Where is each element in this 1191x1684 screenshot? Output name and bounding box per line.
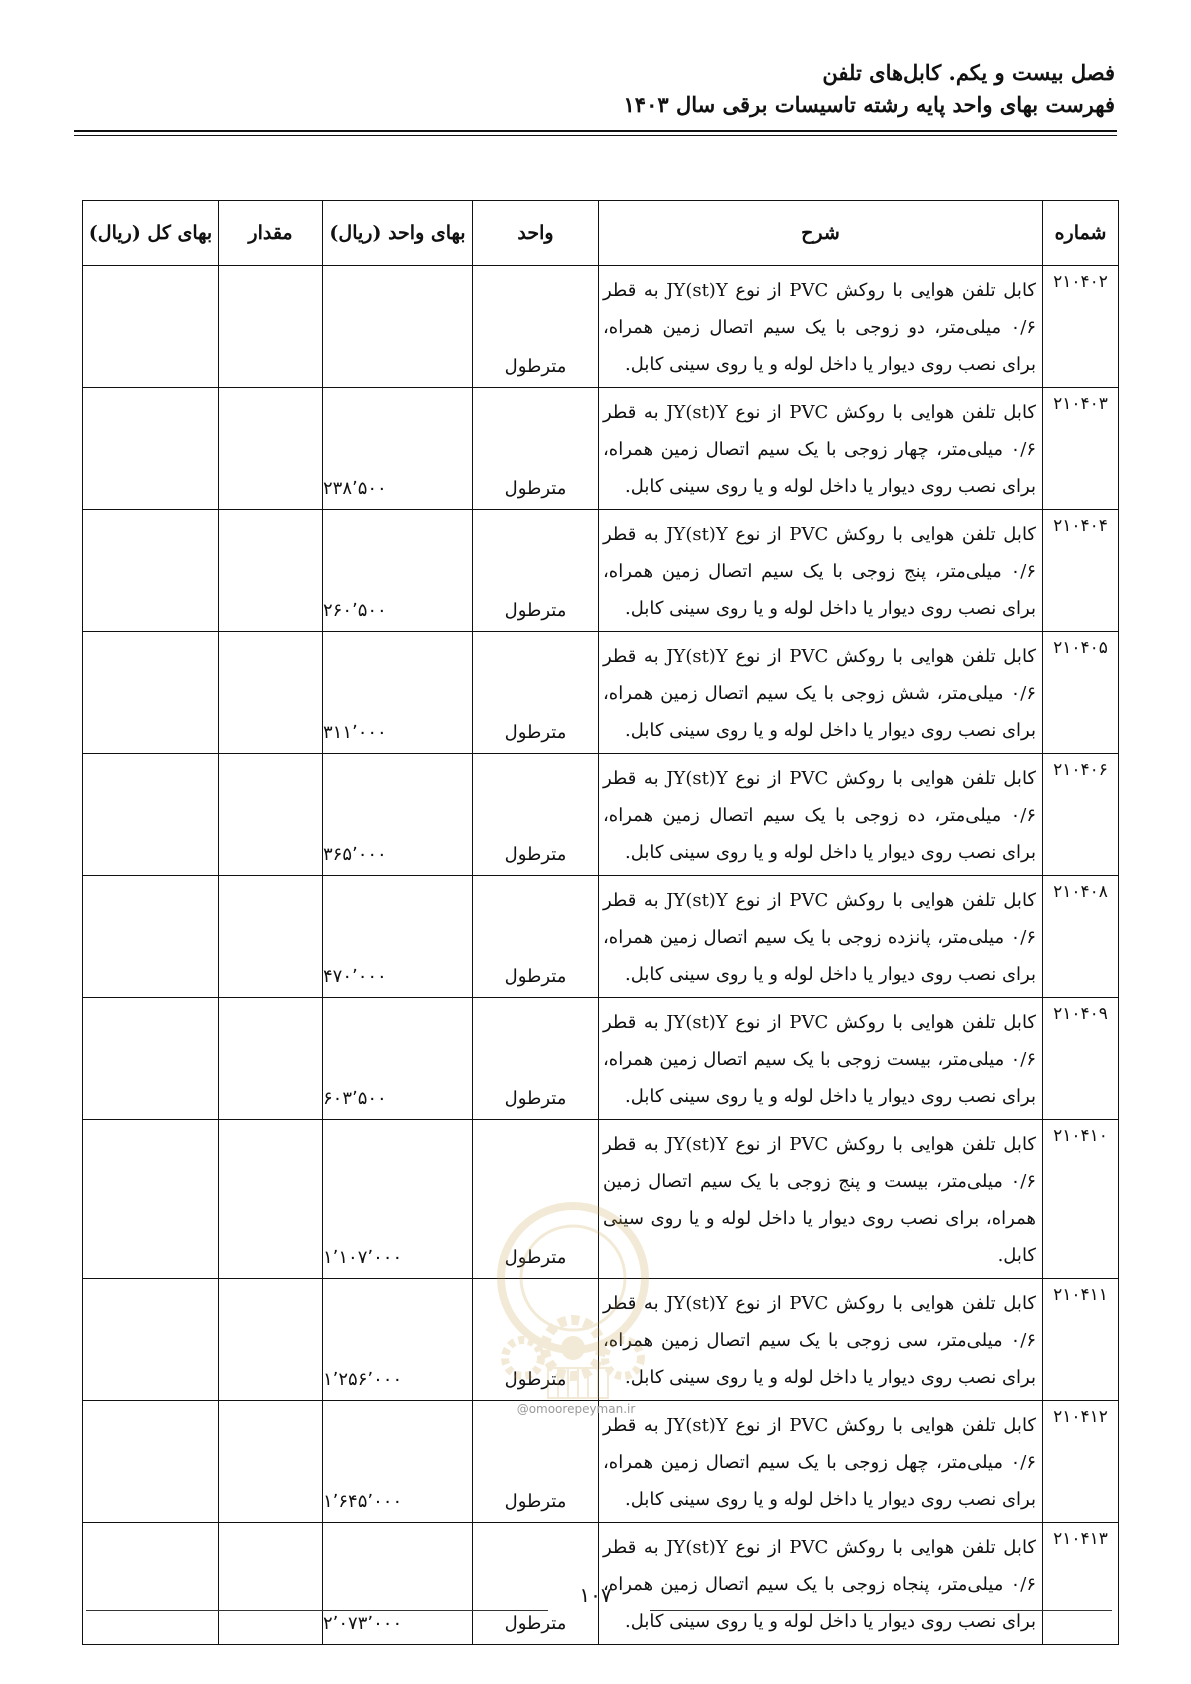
header-number: شماره xyxy=(1043,201,1119,266)
item-number: ۲۱۰۴۱۲ xyxy=(1043,1401,1119,1523)
item-quantity xyxy=(219,510,323,632)
item-total-price xyxy=(83,510,219,632)
item-quantity xyxy=(219,998,323,1120)
item-quantity xyxy=(219,754,323,876)
item-unit: مترطول xyxy=(473,1279,599,1401)
page-header xyxy=(76,58,1115,120)
item-unit: مترطول xyxy=(473,754,599,876)
header-description: شرح xyxy=(599,201,1043,266)
item-unit: مترطول xyxy=(473,1120,599,1279)
item-quantity xyxy=(219,388,323,510)
table-row xyxy=(83,876,1119,998)
header-unit: واحد xyxy=(473,201,599,266)
page-number: ۱۰۷ xyxy=(579,1583,612,1607)
item-number: ۲۱۰۴۰۲ xyxy=(1043,266,1119,388)
item-description: کابل تلفن هوایی با روکش PVC از نوع JY(st)Y به قطر ۰/۶ میلی‌متر، چهار زوجی با یک سیم اتصال زمین همراه، برای نصب روی دیوار یا داخل لوله و یا روی سینی کابل. xyxy=(599,388,1043,510)
item-description: کابل تلفن هوایی با روکش PVC از نوع JY(st)Y به قطر ۰/۶ میلی‌متر، بیست و پنج زوجی با یک سیم اتصال زمین همراه، برای نصب روی دیوار یا داخل لوله و یا روی سینی کابل. xyxy=(599,1120,1043,1279)
header-quantity: مقدار xyxy=(219,201,323,266)
item-unit-price: ۱٬۶۴۵٬۰۰۰ xyxy=(323,1401,473,1523)
document-subtitle: فهرست بهای واحد پایه رشته تاسیسات برقی سال ۱۴۰۳ xyxy=(623,92,1115,117)
header-unit-price: بهای واحد (ریال) xyxy=(323,201,473,266)
item-total-price xyxy=(83,1401,219,1523)
item-number: ۲۱۰۴۰۶ xyxy=(1043,754,1119,876)
item-unit-price: ۶۰۳٬۵۰۰ xyxy=(323,998,473,1120)
item-total-price xyxy=(83,876,219,998)
item-number: ۲۱۰۴۰۴ xyxy=(1043,510,1119,632)
item-unit-price: ۳۶۵٬۰۰۰ xyxy=(323,754,473,876)
item-quantity xyxy=(219,876,323,998)
item-unit-price: ۱٬۲۵۶٬۰۰۰ xyxy=(323,1279,473,1401)
item-total-price xyxy=(83,266,219,388)
item-total-price xyxy=(83,1279,219,1401)
item-number: ۲۱۰۴۱۳ xyxy=(1043,1523,1119,1645)
item-unit: مترطول xyxy=(473,388,599,510)
item-total-price xyxy=(83,632,219,754)
item-unit-price xyxy=(323,266,473,388)
table-row xyxy=(83,1120,1119,1279)
footer-rule-right xyxy=(650,1610,1112,1611)
item-unit: مترطول xyxy=(473,266,599,388)
table-row xyxy=(83,1279,1119,1401)
item-number: ۲۱۰۴۱۰ xyxy=(1043,1120,1119,1279)
item-total-price xyxy=(83,998,219,1120)
item-unit: مترطول xyxy=(473,876,599,998)
item-unit: مترطول xyxy=(473,1401,599,1523)
table-row xyxy=(83,510,1119,632)
header-rule-thin xyxy=(74,135,1117,136)
item-quantity xyxy=(219,1401,323,1523)
item-unit-price: ۳۱۱٬۰۰۰ xyxy=(323,632,473,754)
item-unit: مترطول xyxy=(473,998,599,1120)
item-description: کابل تلفن هوایی با روکش PVC از نوع JY(st)Y به قطر ۰/۶ میلی‌متر، دو زوجی با یک سیم اتصال زمین همراه، برای نصب روی دیوار یا داخل لوله و یا روی سینی کابل. xyxy=(599,266,1043,388)
item-description: کابل تلفن هوایی با روکش PVC از نوع JY(st)Y به قطر ۰/۶ میلی‌متر، پنجاه زوجی با یک سیم اتصال زمین همراه، برای نصب روی دیوار یا داخل لوله و یا روی سینی کابل. xyxy=(599,1523,1043,1645)
item-quantity xyxy=(219,632,323,754)
item-unit-price: ۱٬۱۰۷٬۰۰۰ xyxy=(323,1120,473,1279)
item-number: ۲۱۰۴۰۸ xyxy=(1043,876,1119,998)
table-row xyxy=(83,632,1119,754)
header-rule-thick xyxy=(74,130,1117,132)
item-number: ۲۱۰۴۰۹ xyxy=(1043,998,1119,1120)
item-unit: مترطول xyxy=(473,1523,599,1645)
item-number: ۲۱۰۴۱۱ xyxy=(1043,1279,1119,1401)
item-number: ۲۱۰۴۰۵ xyxy=(1043,632,1119,754)
item-number: ۲۱۰۴۰۳ xyxy=(1043,388,1119,510)
item-description: کابل تلفن هوایی با روکش PVC از نوع JY(st)Y به قطر ۰/۶ میلی‌متر، پنج زوجی با یک سیم اتصال زمین همراه، برای نصب روی دیوار یا داخل لوله و یا روی سینی کابل. xyxy=(599,510,1043,632)
table-row xyxy=(83,754,1119,876)
item-description: کابل تلفن هوایی با روکش PVC از نوع JY(st)Y به قطر ۰/۶ میلی‌متر، بیست زوجی با یک سیم اتصال زمین همراه، برای نصب روی دیوار یا داخل لوله و یا روی سینی کابل. xyxy=(599,998,1043,1120)
price-list-table xyxy=(82,200,1119,1645)
item-quantity xyxy=(219,1279,323,1401)
item-quantity xyxy=(219,266,323,388)
table-row xyxy=(83,998,1119,1120)
item-description: کابل تلفن هوایی با روکش PVC از نوع JY(st)Y به قطر ۰/۶ میلی‌متر، سی زوجی با یک سیم اتصال زمین همراه، برای نصب روی دیوار یا داخل لوله و یا روی سینی کابل. xyxy=(599,1279,1043,1401)
footer-rule-left xyxy=(86,1610,548,1611)
item-unit-price: ۲۶۰٬۵۰۰ xyxy=(323,510,473,632)
item-unit-price: ۲٬۰۷۳٬۰۰۰ xyxy=(323,1523,473,1645)
table-row xyxy=(83,1401,1119,1523)
item-description: کابل تلفن هوایی با روکش PVC از نوع JY(st)Y به قطر ۰/۶ میلی‌متر، ده زوجی با یک سیم اتصال زمین همراه، برای نصب روی دیوار یا داخل لوله و یا روی سینی کابل. xyxy=(599,754,1043,876)
item-description: کابل تلفن هوایی با روکش PVC از نوع JY(st)Y به قطر ۰/۶ میلی‌متر، چهل زوجی با یک سیم اتصال زمین همراه، برای نصب روی دیوار یا داخل لوله و یا روی سینی کابل. xyxy=(599,1401,1043,1523)
item-unit-price: ۲۳۸٬۵۰۰ xyxy=(323,388,473,510)
item-total-price xyxy=(83,388,219,510)
item-unit: مترطول xyxy=(473,632,599,754)
watermark-text: @omoorepeyman.ir xyxy=(516,1402,636,1416)
item-quantity xyxy=(219,1120,323,1279)
chapter-title: فصل بیست و یکم. کابل‌های تلفن xyxy=(822,60,1115,85)
table-header-row xyxy=(83,201,1119,266)
table-row xyxy=(83,388,1119,510)
table-row xyxy=(83,266,1119,388)
item-description: کابل تلفن هوایی با روکش PVC از نوع JY(st)Y به قطر ۰/۶ میلی‌متر، شش زوجی با یک سیم اتصال زمین همراه، برای نصب روی دیوار یا داخل لوله و یا روی سینی کابل. xyxy=(599,632,1043,754)
item-total-price xyxy=(83,754,219,876)
table-body xyxy=(83,266,1119,1645)
header-total-price: بهای کل (ریال) xyxy=(83,201,219,266)
item-unit-price: ۴۷۰٬۰۰۰ xyxy=(323,876,473,998)
item-unit: مترطول xyxy=(473,510,599,632)
item-total-price xyxy=(83,1120,219,1279)
item-description: کابل تلفن هوایی با روکش PVC از نوع JY(st)Y به قطر ۰/۶ میلی‌متر، پانزده زوجی با یک سیم اتصال زمین همراه، برای نصب روی دیوار یا داخل لوله و یا روی سینی کابل. xyxy=(599,876,1043,998)
